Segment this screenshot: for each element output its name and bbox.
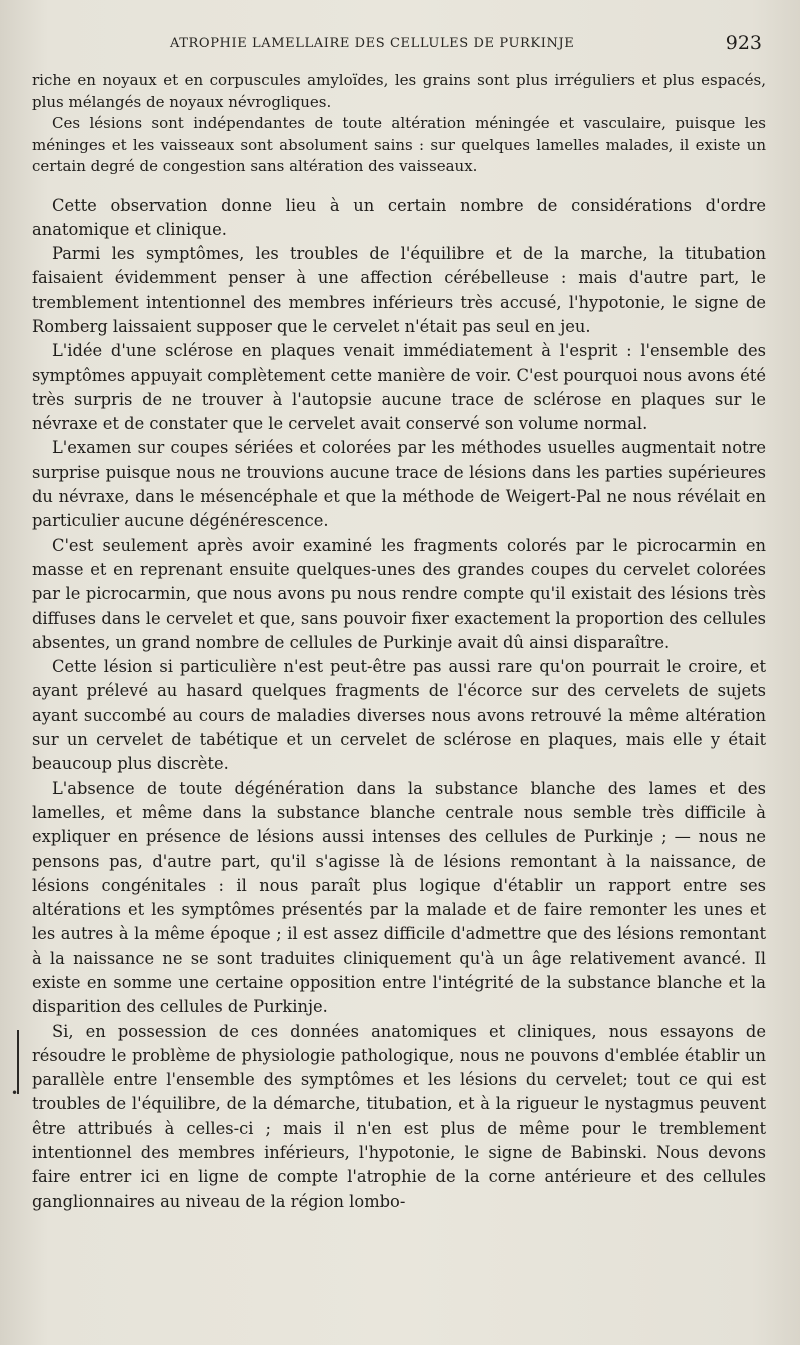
paragraph: Ces lésions sont indépendantes de toute altération méningée et vasculaire, puisque les méninges et les vaisseaux sont absolument sains : sur quelques lamelles malades, il existe un certain degré de congestion sans altération des vaisseaux.: [32, 114, 766, 175]
paragraph: L'examen sur coupes sériées et colorées par les méthodes usuelles augmentait notre surprise puisque nous ne trouvions aucune trace de lésions dans les parties supérieures du névraxe, dans le mésencéphale et que la méthode de Weigert-Pal ne nous révélait en particulier aucune dégénérescence.: [32, 438, 766, 531]
running-header: [30, 32, 770, 56]
margin-dot: •: [11, 1086, 19, 1100]
paragraph: Si, en possession de ces données anatomiques et cliniques, nous essayons de résoudre le problème de physiologie pathologique, nous ne pouvons d'emblée établir un parallèle entre l'ensemble des symptômes et les lésions du cervelet; tout ce qui est troubles de l'équilibre, de la démarche, titubation, et à la rigueur le nystagmus peuvent être attribués à celles-ci ; mais il n'en est plus de même pour le tremblement intentionnel des membres inférieurs, l'hypotonie, le signe de Babinski. Nous devons faire entrer ici en ligne de compte l'atrophie de la corne antérieure et des cellules ganglionnaires au niveau de la région lombo-: [32, 1021, 766, 1211]
paragraph: Cette lésion si particulière n'est peut-être pas aussi rare qu'on pourrait le croire, et ayant prélevé au hasard quelques fragments de l'écorce sur des cervelets de sujets ayant succombé au cours de maladies diverses nous avons retrouvé la même altération sur un cervelet de tabétique et un cervelet de sclérose en plaques, mais elle y était beaucoup plus discrète.: [32, 657, 766, 774]
page-number: 923: [725, 32, 762, 54]
margin-mark: [17, 1030, 19, 1094]
running-title: ATROPHIE LAMELLAIRE DES CELLULES DE PURKINJE: [170, 36, 575, 51]
body-text: [32, 70, 766, 1214]
paragraph: Parmi les symptômes, les troubles de l'équilibre et de la marche, la titubation faisaient évidemment penser à une affection cérébelleuse : mais d'autre part, le tremblement intentionnel des membres inférieurs très accusé, l'hypotonie, le signe de Romberg laissaient supposer que le cervelet n'était pas seul en jeu.: [32, 244, 766, 336]
paragraph: L'absence de toute dégénération dans la substance blanche des lames et des lamelles, et même dans la substance blanche centrale nous semble très difficile à expliquer en présence de lésions aussi intenses des cellules de Purkinje ; — nous ne pensons pas, d'autre part, qu'il s'agisse là de lésions remontant à la naissance, de lésions congénitales : il nous paraît plus logique d'établir un rapport entre ses altérations et les symptômes présentés par la malade et de faire remonter les unes et les autres à la même époque ; il est assez difficile d'admettre que des lésions remontant à la naissance ne se sont traduites cliniquement qu'à un âge relativement avancé. Il existe en somme une certaine opposition entre l'intégrité de la substance blanche et la disparition des cellules de Purkinje.: [32, 778, 766, 1017]
paragraph: Cette observation donne lieu à un certain nombre de considérations d'ordre anatomique et clinique.: [32, 195, 766, 239]
paragraph: riche en noyaux et en corpuscules amyloïdes, les grains sont plus irréguliers et plus espacés, plus mélangés de noyaux névrogliques.: [32, 71, 766, 111]
paragraph: C'est seulement après avoir examiné les fragments colorés par le picrocarmin en masse et en reprenant ensuite quelques-unes des grandes coupes du cervelet colorées par le picrocarmin, que nous avons pu nous rendre compte qu'il existait des lésions très diffuses dans le cervelet et que, sans pouvoir fixer exactement la proportion des cellules absentes, un grand nombre de cellules de Purkinje avait dû ainsi disparaître.: [32, 535, 766, 652]
paragraph: L'idée d'une sclérose en plaques venait immédiatement à l'esprit : l'ensemble des symptômes appuyait complètement cette manière de voir. C'est pourquoi nous avons été très surpris de ne trouver à l'autopsie aucune trace de sclérose en plaques sur le névraxe et de constater que le cervelet avait conservé son volume normal.: [32, 341, 766, 434]
